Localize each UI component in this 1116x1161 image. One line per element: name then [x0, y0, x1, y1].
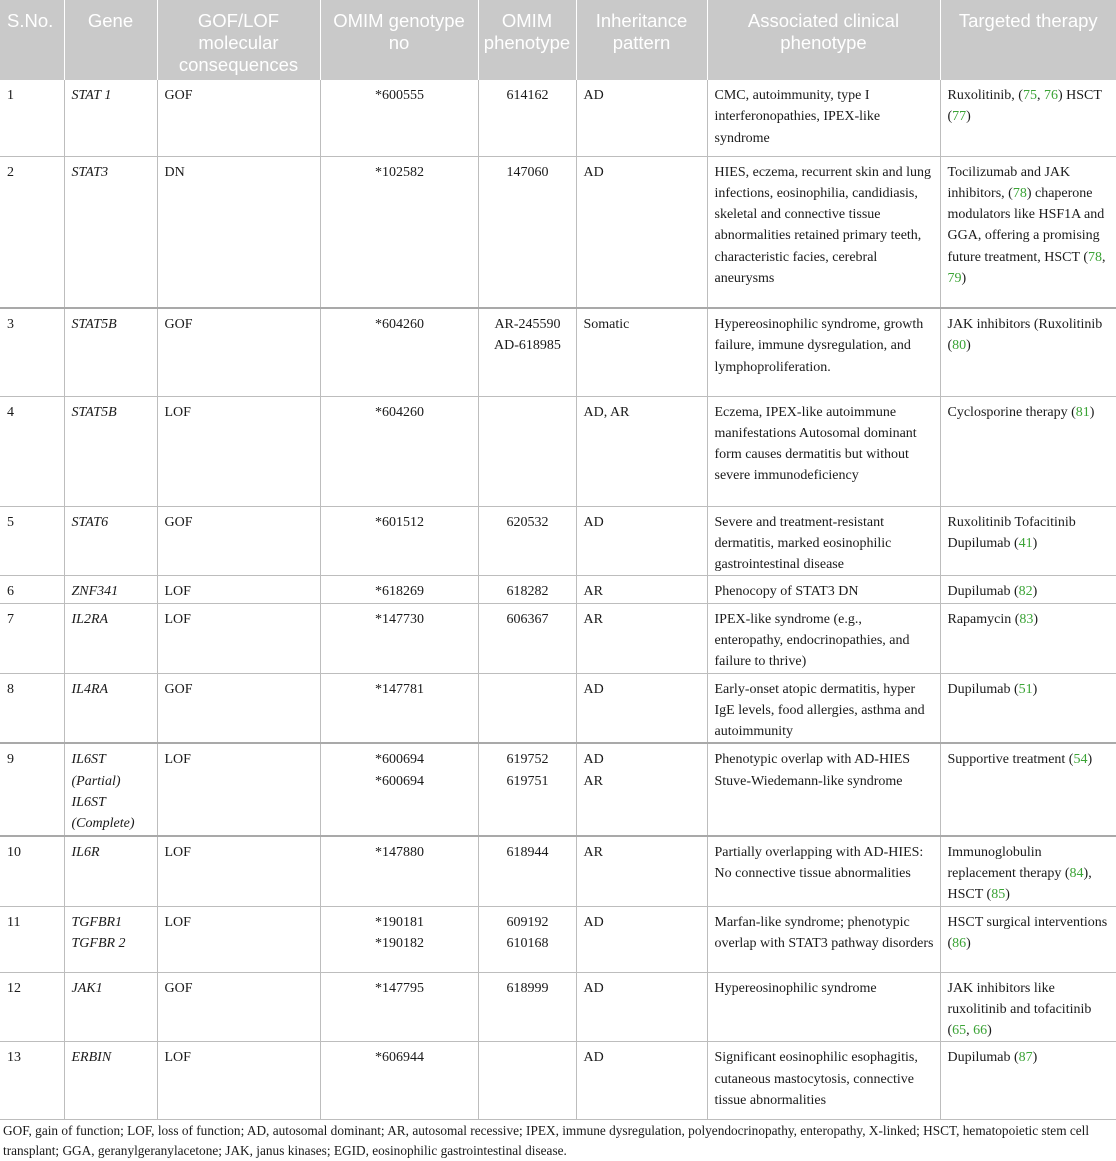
gene-line: ERBIN	[71, 1050, 112, 1066]
consequence-cell: GOF	[157, 80, 320, 156]
genotype-cell	[320, 396, 478, 506]
inheritance-line: AR	[583, 584, 603, 600]
phenotype-cell	[478, 603, 576, 673]
consequence-cell: DN	[157, 156, 320, 308]
phenotype-line: 147060	[506, 164, 549, 180]
therapy-text: ,	[966, 1023, 974, 1039]
table-header	[0, 0, 1116, 80]
reference-link[interactable]: 51	[1018, 681, 1033, 697]
sno-cell: 5	[0, 506, 64, 576]
clinical-cell: Phenocopy of STAT3 DN	[707, 576, 940, 603]
therapy-cell	[940, 576, 1116, 603]
gene-cell	[64, 673, 157, 743]
gene-line: IL2RA	[71, 611, 109, 627]
clinical-cell: Phenotypic overlap with AD-HIES Stuve-Wiedemann-like syndrome	[707, 743, 940, 835]
reference-link[interactable]: 85	[991, 887, 1006, 903]
table-row	[0, 156, 1116, 308]
sno-cell: 6	[0, 576, 64, 603]
phenotype-line: AR-245590	[494, 317, 561, 332]
sno-cell: 4	[0, 396, 64, 506]
reference-link[interactable]: 79	[947, 270, 962, 286]
gene-cell	[64, 972, 157, 1042]
gene-line: (Complete)	[71, 816, 135, 832]
clinical-cell: IPEX-like syndrome (e.g., enteropathy, endocrinopathies, and failure to thrive)	[707, 603, 940, 673]
reference-link[interactable]: 54	[1073, 752, 1088, 768]
inheritance-line: AD	[583, 752, 604, 768]
genotype-cell	[320, 673, 478, 743]
header-sno: S.No.	[0, 0, 64, 80]
inheritance-cell	[576, 308, 707, 396]
therapy-cell	[940, 308, 1116, 396]
reference-link[interactable]: 81	[1075, 404, 1090, 420]
consequence-cell: GOF	[157, 308, 320, 396]
genotype-line: *102582	[375, 164, 424, 180]
genotype-line: *600694	[375, 752, 424, 768]
genotype-cell	[320, 156, 478, 308]
consequence-cell: LOF	[157, 396, 320, 506]
genotype-line: *147880	[375, 844, 424, 860]
gene-line: STAT5B	[71, 404, 117, 420]
inheritance-line: AD	[583, 980, 604, 996]
inheritance-cell	[576, 673, 707, 743]
table-row	[0, 836, 1116, 906]
phenotype-cell	[478, 506, 576, 576]
phenotype-line: 606367	[506, 611, 549, 627]
phenotype-line: 618282	[506, 584, 549, 600]
genotype-cell	[320, 836, 478, 906]
gene-line: IL6R	[71, 844, 100, 860]
phenotype-cell	[478, 673, 576, 743]
therapy-cell	[940, 156, 1116, 308]
therapy-text: )	[1033, 611, 1039, 627]
phenotype-cell	[478, 743, 576, 835]
therapy-text: Dupilumab (	[947, 1050, 1019, 1066]
header-genotype: OMIM genotype no	[320, 0, 478, 80]
phenotype-cell	[478, 576, 576, 603]
genotype-cell	[320, 906, 478, 972]
sno-cell: 2	[0, 156, 64, 308]
reference-link[interactable]: 41	[1018, 535, 1033, 551]
phenotype-line: 609192	[506, 914, 549, 930]
gene-cell	[64, 906, 157, 972]
gene-line: TGFBR1	[71, 914, 123, 930]
genotype-cell	[320, 506, 478, 576]
phenotype-cell	[478, 906, 576, 972]
inheritance-cell	[576, 576, 707, 603]
phenotype-cell	[478, 1042, 576, 1120]
gene-line: (Partial)	[71, 773, 121, 789]
therapy-text: ,	[1102, 249, 1106, 265]
inheritance-cell	[576, 506, 707, 576]
genotype-line: *600694	[375, 773, 424, 789]
inheritance-line: AR	[583, 611, 603, 627]
table-row	[0, 576, 1116, 603]
gene-line: JAK1	[71, 980, 103, 996]
genotype-line: *604260	[375, 317, 424, 332]
therapy-cell	[940, 80, 1116, 156]
genotype-cell	[320, 308, 478, 396]
reference-link[interactable]: 78	[1088, 249, 1102, 265]
therapy-text: Supportive treatment (	[947, 752, 1074, 768]
phenotype-cell	[478, 836, 576, 906]
therapy-cell	[940, 673, 1116, 743]
therapy-text: Rapamycin (	[947, 611, 1020, 627]
genotype-line: *618269	[375, 584, 424, 600]
gene-cell	[64, 836, 157, 906]
therapy-text: )	[961, 270, 967, 286]
genotype-line: *147781	[375, 681, 424, 697]
consequence-cell: LOF	[157, 576, 320, 603]
reference-link[interactable]: 87	[1018, 1050, 1033, 1066]
therapy-cell	[940, 396, 1116, 506]
gene-line: STAT 1	[71, 88, 112, 103]
inheritance-line: AD	[583, 914, 604, 930]
gene-line: STAT3	[71, 164, 109, 180]
genotype-line: *190181	[375, 914, 424, 930]
genotype-cell	[320, 576, 478, 603]
therapy-text: )	[1032, 1050, 1038, 1066]
phenotype-line: 618944	[506, 844, 549, 860]
consequence-cell: LOF	[157, 906, 320, 972]
clinical-cell: Marfan-like syndrome; phenotypic overlap with STAT3 pathway disorders	[707, 906, 940, 972]
therapy-cell	[940, 1042, 1116, 1120]
phenotype-cell	[478, 80, 576, 156]
therapy-text: Dupilumab (	[947, 681, 1019, 697]
genotype-cell	[320, 80, 478, 156]
therapy-text: Cyclosporine therapy (	[947, 404, 1076, 420]
therapy-text: Ruxolitinib, (	[947, 88, 1023, 103]
clinical-cell: Partially overlapping with AD-HIES: No connective tissue abnormalities	[707, 836, 940, 906]
table-row	[0, 308, 1116, 396]
reference-link[interactable]: 76	[1043, 88, 1058, 103]
reference-link[interactable]: 83	[1019, 611, 1034, 627]
phenotype-cell	[478, 396, 576, 506]
phenotype-cell	[478, 972, 576, 1042]
therapy-text: )	[1032, 681, 1038, 697]
clinical-cell: Significant eosinophilic esophagitis, cutaneous mastocytosis, connective tissue abnormalities	[707, 1042, 940, 1120]
inheritance-line: AD	[583, 514, 604, 530]
table-row	[0, 506, 1116, 576]
table-row	[0, 80, 1116, 156]
reference-link[interactable]: 78	[1012, 185, 1027, 201]
therapy-text: )	[987, 1023, 992, 1039]
therapy-cell	[940, 972, 1116, 1042]
consequence-cell: LOF	[157, 836, 320, 906]
clinical-cell: CMC, autoimmunity, type I interferonopathies, IPEX-like syndrome	[707, 80, 940, 156]
therapy-cell	[940, 836, 1116, 906]
sno-cell: 8	[0, 673, 64, 743]
reference-link[interactable]: 80	[952, 338, 967, 354]
consequence-cell: LOF	[157, 603, 320, 673]
table-row	[0, 1042, 1116, 1120]
therapy-text: Ruxolitinib Tofacitinib Dupilumab (	[947, 514, 1076, 551]
reference-link[interactable]: 66	[973, 1023, 988, 1039]
inheritance-cell	[576, 603, 707, 673]
phenotype-line: 614162	[506, 88, 549, 103]
reference-link[interactable]: 82	[1018, 584, 1033, 600]
therapy-text: Tocilizumab and JAK inhibitors, (	[947, 164, 1071, 201]
reference-link[interactable]: 65	[952, 1023, 967, 1039]
gene-line: ZNF341	[71, 584, 119, 600]
therapy-text: )	[1032, 535, 1038, 551]
genotype-line: *600555	[375, 88, 424, 103]
therapy-text: HSCT surgical interventions (	[947, 914, 1108, 951]
inheritance-line: AR	[583, 844, 603, 860]
genotype-cell	[320, 972, 478, 1042]
genotype-line: *601512	[375, 514, 424, 530]
inheritance-cell	[576, 906, 707, 972]
phenotype-cell	[478, 308, 576, 396]
therapy-text: ) chaperone modulators like HSF1A and GGA, offering a promising future treatment, HSCT (	[947, 185, 1105, 265]
gene-cell	[64, 743, 157, 835]
sno-cell: 1	[0, 80, 64, 156]
sno-cell: 7	[0, 603, 64, 673]
therapy-text: )	[966, 338, 971, 354]
therapy-text: JAK inhibitors (Ruxolitinib (	[947, 317, 1103, 354]
gene-line: IL6ST	[71, 795, 106, 811]
therapy-text: )	[1032, 584, 1038, 600]
sno-cell: 3	[0, 308, 64, 396]
phenotype-line: 620532	[506, 514, 549, 530]
sno-cell: 13	[0, 1042, 64, 1120]
table-row	[0, 603, 1116, 673]
inheritance-line: AD	[583, 1050, 604, 1066]
gene-line: STAT5B	[71, 317, 117, 332]
inheritance-cell	[576, 156, 707, 308]
inheritance-cell	[576, 80, 707, 156]
reference-link[interactable]: 77	[952, 109, 967, 125]
gene-cell	[64, 506, 157, 576]
therapy-cell	[940, 603, 1116, 673]
table-row	[0, 396, 1116, 506]
therapy-text: Immunoglobulin replacement therapy (	[947, 844, 1070, 881]
genotype-line: *606944	[375, 1050, 424, 1066]
table-body	[0, 80, 1116, 1120]
reference-link[interactable]: 75	[1022, 88, 1037, 103]
clinical-cell: Hypereosinophilic syndrome	[707, 972, 940, 1042]
gene-cell	[64, 80, 157, 156]
gene-cell	[64, 396, 157, 506]
clinical-cell: Hypereosinophilic syndrome, growth failure, immune dysregulation, and lymphoproliferation.	[707, 308, 940, 396]
inheritance-line: AD	[583, 164, 604, 180]
sno-cell: 12	[0, 972, 64, 1042]
therapy-text: )	[1087, 752, 1093, 768]
phenotype-cell	[478, 156, 576, 308]
clinical-cell: Severe and treatment-resistant dermatitis, marked eosinophilic gastrointestinal disease	[707, 506, 940, 576]
phenotype-line: AD-618985	[494, 338, 561, 354]
table-row	[0, 743, 1116, 835]
gene-line: IL4RA	[71, 681, 109, 697]
therapy-text: )	[966, 109, 971, 125]
inheritance-line: Somatic	[583, 317, 630, 332]
gene-line: TGFBR 2	[71, 935, 126, 951]
therapy-cell	[940, 743, 1116, 835]
phenotype-line: 619751	[506, 773, 549, 789]
consequence-cell: LOF	[157, 1042, 320, 1120]
inheritance-cell	[576, 836, 707, 906]
inheritance-line: AR	[583, 773, 603, 789]
consequence-cell: GOF	[157, 972, 320, 1042]
therapy-text: )	[1089, 404, 1095, 420]
consequence-cell: GOF	[157, 506, 320, 576]
header-gene: Gene	[64, 0, 157, 80]
clinical-cell: HIES, eczema, recurrent skin and lung infections, eosinophilia, candidiasis, skeletal and connective tissue abnormalities retained primary teeth, characteristic facies, cerebral aneurysms	[707, 156, 940, 308]
therapy-text: ) HSCT (	[947, 88, 1102, 125]
therapy-text: JAK inhibitors like ruxolitinib and tofacitinib (	[947, 980, 1092, 1039]
inheritance-line: AD	[583, 88, 604, 103]
reference-link[interactable]: 86	[952, 935, 967, 951]
header-phenotype: OMIM phenotype	[478, 0, 576, 80]
sno-cell: 9	[0, 743, 64, 835]
gene-cell	[64, 308, 157, 396]
genotype-line: *190182	[375, 935, 424, 951]
reference-link[interactable]: 84	[1069, 865, 1084, 881]
clinical-cell: Eczema, IPEX-like autoimmune manifestations Autosomal dominant form causes dermatitis but without severe immunodeficiency	[707, 396, 940, 506]
genotype-cell	[320, 603, 478, 673]
header-row	[0, 0, 1116, 80]
genotype-cell	[320, 1042, 478, 1120]
inheritance-cell	[576, 1042, 707, 1120]
genotype-cell	[320, 743, 478, 835]
table-row	[0, 972, 1116, 1042]
gene-line: IL6ST	[71, 752, 106, 768]
phenotype-line: 610168	[506, 935, 549, 951]
header-therapy: Targeted therapy	[940, 0, 1116, 80]
table-row	[0, 673, 1116, 743]
header-consequence: GOF/LOF molecular consequences	[157, 0, 320, 80]
gene-cell	[64, 156, 157, 308]
consequence-cell: GOF	[157, 673, 320, 743]
gene-cell	[64, 1042, 157, 1120]
inheritance-cell	[576, 972, 707, 1042]
inheritance-line: AD, AR	[583, 404, 630, 420]
table-row	[0, 906, 1116, 972]
therapy-text: )	[966, 935, 971, 951]
header-clinical: Associated clinical phenotype	[707, 0, 940, 80]
genotype-line: *604260	[375, 404, 424, 420]
header-inheritance: Inheritance pattern	[576, 0, 707, 80]
gene-cell	[64, 576, 157, 603]
consequence-cell: LOF	[157, 743, 320, 835]
inheritance-cell	[576, 743, 707, 835]
genotype-line: *147730	[375, 611, 424, 627]
therapy-text: ), HSCT (	[947, 865, 1092, 903]
phenotype-line: 618999	[506, 980, 549, 996]
therapy-text: ,	[1036, 88, 1044, 103]
therapy-cell	[940, 906, 1116, 972]
therapy-cell	[940, 506, 1116, 576]
gene-line: STAT6	[71, 514, 109, 530]
clinical-cell: Early-onset atopic dermatitis, hyper IgE levels, food allergies, asthma and autoimmunity	[707, 673, 940, 743]
gene-cell	[64, 603, 157, 673]
therapy-text: Dupilumab (	[947, 584, 1019, 600]
table-footnote: GOF, gain of function; LOF, loss of function; AD, autosomal dominant; AR, autosomal recessive; IPEX, immune dysregulation, polyendocrinopathy, enteropathy, X-linked; HSCT, hematopoietic stem cell transplant; GGA, geranylgeranylacetone; JAK, janus kinases; EGID, eosinophilic gastrointestinal disease.	[3, 1123, 1090, 1158]
genotype-line: *147795	[375, 980, 424, 996]
inheritance-line: AD	[583, 681, 604, 697]
phenotype-line: 619752	[506, 752, 549, 768]
inheritance-cell	[576, 396, 707, 506]
sno-cell: 10	[0, 836, 64, 906]
therapy-text: )	[1005, 887, 1010, 903]
sno-cell: 11	[0, 906, 64, 972]
